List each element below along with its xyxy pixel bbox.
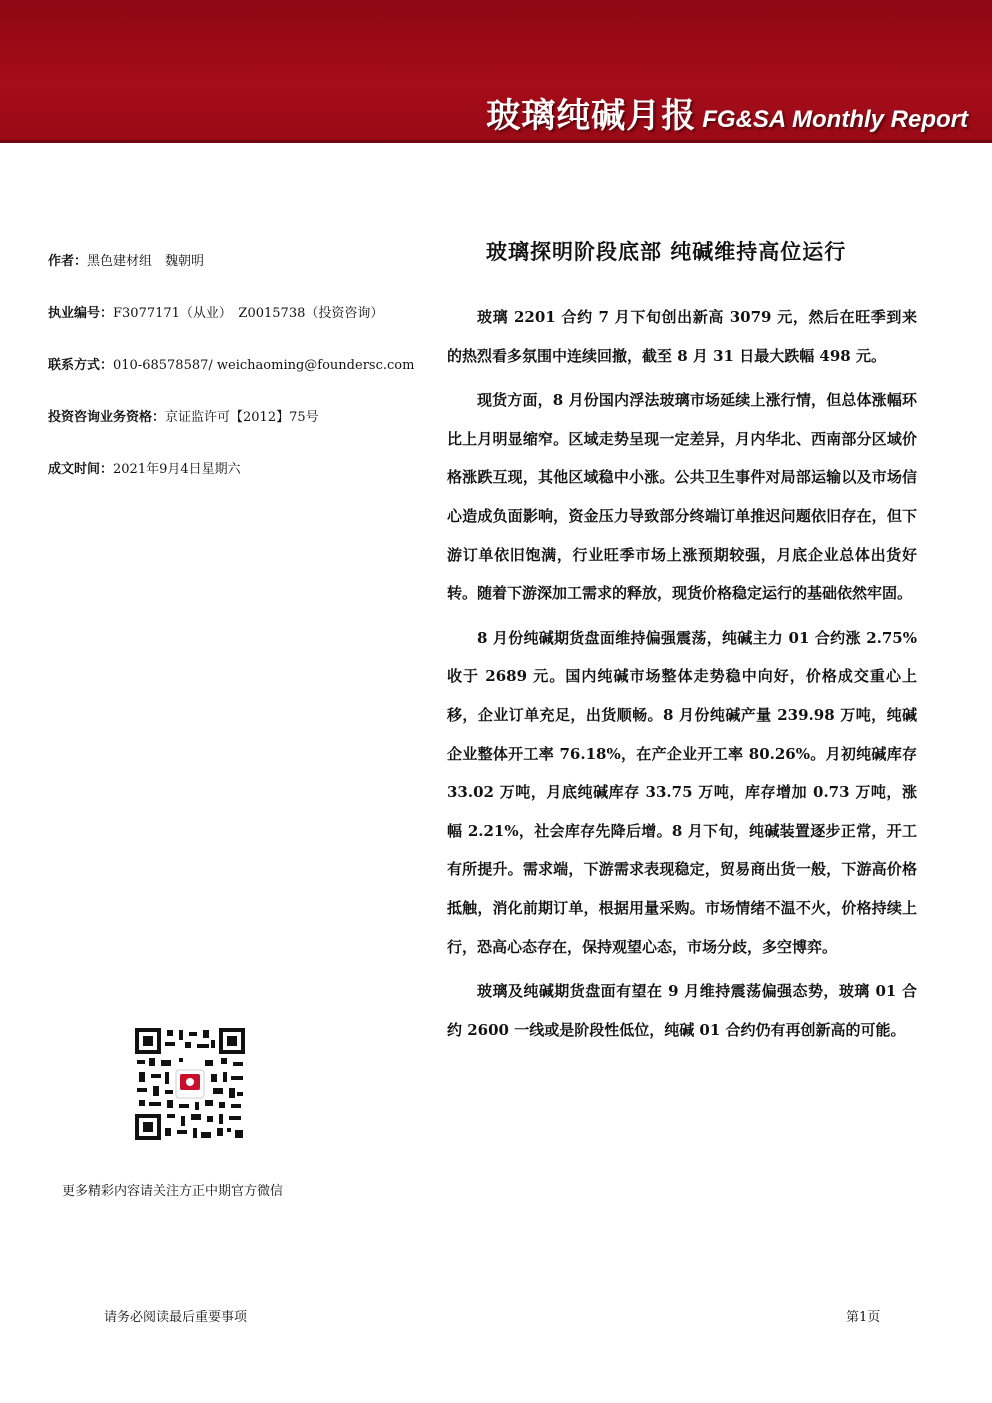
date-row: 成文时间：2021年9月4日星期六 (48, 462, 241, 477)
header-banner (0, 0, 992, 143)
author-info (48, 250, 428, 510)
report-body (447, 298, 917, 1055)
report-series-title (486, 88, 968, 137)
license-row: 执业编号：F3077171（从业） Z0015738（投资咨询） (48, 306, 384, 321)
paragraph: 玻璃 2201 合约 7 月下旬创出新高 3079 元，然后在旺季到来的热烈看多氛围中连续回撤，截至 8 月 31 日最大跌幅 498 元。 (447, 308, 917, 365)
report-title: 玻璃探明阶段底部 纯碱维持高位运行 (486, 240, 847, 264)
series-title-en: FG&SA Monthly Report (702, 106, 968, 133)
paragraph: 现货方面，8 月份国内浮法玻璃市场延续上涨行情，但总体涨幅环比上月明显缩窄。区域走势呈现一定差异，月内华北、西南部分区域价格涨跌互现，其他区域稳中小涨。公共卫生事件对局部运输以及市场信心造成负面影响，资金压力导致部分终端订单推迟问题依旧存在，但下游订单依旧饱满，行业旺季市场上涨预期较强，月底企业总体出货好转。随着下游深加工需求的释放，现货价格稳定运行的基础依然牢固。 (447, 391, 917, 603)
footer-notice: 请务必阅读最后重要事项 (104, 1310, 248, 1325)
series-title-cn: 玻璃纯碱月报 (486, 96, 697, 136)
qualification-row: 投资咨询业务资格：京证监许可【2012】75号 (48, 410, 319, 425)
qr-caption: 更多精彩内容请关注方正中期官方微信 (62, 1184, 284, 1199)
paragraph: 玻璃及纯碱期货盘面有望在 9 月维持震荡偏强态势，玻璃 01 合约 2600 一线或是阶段性低位，纯碱 01 合约仍有再创新高的可能。 (447, 982, 917, 1039)
contact-row: 联系方式：010-68578587/ weichaoming@foundersc.com (48, 358, 415, 373)
author-row: 作者：黑色建材组 魏朝明 (48, 254, 205, 269)
qr-code (135, 1028, 245, 1140)
page-number: 第1页 (846, 1310, 881, 1325)
paragraph: 8 月份纯碱期货盘面维持偏强震荡，纯碱主力 01 合约涨 2.75%收于 2689 元。国内纯碱市场整体走势稳中向好，价格成交重心上移，企业订单充足，出货顺畅。8 月份纯碱产量 239.98 万吨，纯碱企业整体开工率 76.18%，在产企业开工率 80.26%。月初纯碱库存 33.02 万吨，月底纯碱库存 33.75 万吨，库存增加 0.73 万吨，涨幅 2.21%，社会库存先降后增。8 月下旬，纯碱装置逐步正常，开工有所提升。需求端，下游需求表现稳定，贸易商出货一般，下游高价格抵触，消化前期订单，根据用量采购。市场情绪不温不火，价格持续上行，恐高心态存在，保持观望心态，市场分歧，多空博弈。 (447, 628, 917, 956)
